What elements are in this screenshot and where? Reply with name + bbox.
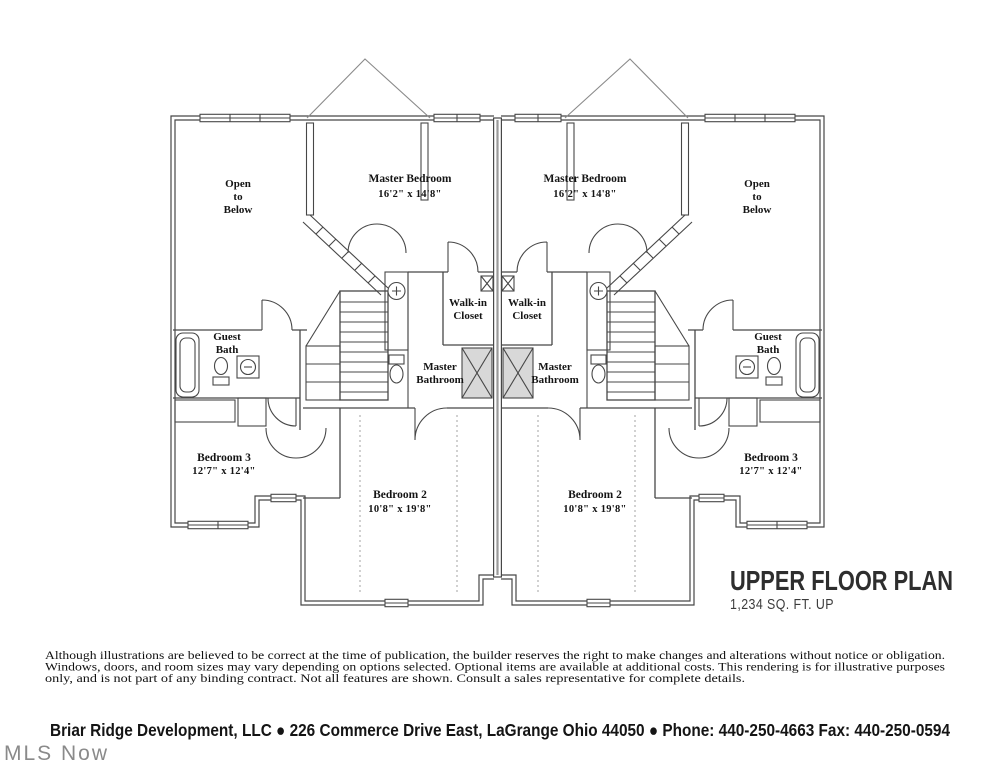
dims-master-bedroom-left: 16'2" x 14'8" xyxy=(378,189,442,200)
disclaimer-line-2: Windows, doors, and room sizes may vary depending on options selected. Optional items are available at additional costs. This rendering is for illustrative purposes xyxy=(45,659,946,674)
label-open-below-right-3: Below xyxy=(742,204,772,216)
label-guest-bath-right-2: Bath xyxy=(756,344,780,356)
label-bedroom3-right: Bedroom 3 xyxy=(744,452,798,464)
label-master-bathroom-left-2: Bathroom xyxy=(416,374,464,386)
label-bedroom2-right: Bedroom 2 xyxy=(568,489,622,501)
label-master-bathroom-right-2: Bathroom xyxy=(531,374,579,386)
label-walk-in-closet-right-1: Walk-in xyxy=(508,297,546,309)
dims-master-bedroom-right: 16'2" x 14'8" xyxy=(553,189,617,200)
label-open-below-left-3: Below xyxy=(223,204,253,216)
label-walk-in-closet-left-2: Closet xyxy=(453,310,483,322)
party-wall xyxy=(494,118,502,577)
disclaimer xyxy=(45,648,945,685)
mls-watermark: MLS Now xyxy=(4,742,110,765)
label-bedroom2-left: Bedroom 2 xyxy=(373,489,427,501)
label-open-below-left-1: Open xyxy=(225,178,251,190)
label-guest-bath-left-2: Bath xyxy=(215,344,239,356)
dims-bedroom3-left: 12'7" x 12'4" xyxy=(192,466,256,477)
label-guest-bath-right-1: Guest xyxy=(754,331,782,343)
label-master-bedroom-left: Master Bedroom xyxy=(368,173,452,185)
label-open-below-left-2: to xyxy=(233,191,243,203)
disclaimer-line-1: Although illustrations are believed to be correct at the time of publication, the builder reserves the right to make changes and alterations without notice or obligation. xyxy=(45,648,946,662)
dims-bedroom2-right: 10'8" x 19'8" xyxy=(563,504,627,515)
label-walk-in-closet-right-2: Closet xyxy=(512,310,542,322)
disclaimer-line-3: only, and is not part of any binding contract. Not all features are shown. Consult a sales representative for complete details. xyxy=(45,671,746,685)
dims-bedroom2-left: 10'8" x 19'8" xyxy=(368,504,432,515)
label-open-below-right-2: to xyxy=(752,191,762,203)
builder-contact-line: Briar Ridge Development, LLC ● 226 Commerce Drive East, LaGrange Ohio 44050 ● Phone: 440-250-4663 Fax: 440-250-0594 xyxy=(50,720,951,740)
label-guest-bath-left-1: Guest xyxy=(213,331,241,343)
plan-title: UPPER FLOOR PLAN xyxy=(730,565,953,596)
dims-bedroom3-right: 12'7" x 12'4" xyxy=(739,466,803,477)
label-walk-in-closet-left-1: Walk-in xyxy=(449,297,487,309)
plan-subtitle: 1,234 SQ. FT. UP xyxy=(730,597,834,613)
label-master-bathroom-right-1: Master xyxy=(538,361,572,373)
label-master-bedroom-right: Master Bedroom xyxy=(543,173,627,185)
label-bedroom3-left: Bedroom 3 xyxy=(197,452,251,464)
label-master-bathroom-left-1: Master xyxy=(423,361,457,373)
label-open-below-right-1: Open xyxy=(744,178,770,190)
title-block xyxy=(730,565,953,613)
